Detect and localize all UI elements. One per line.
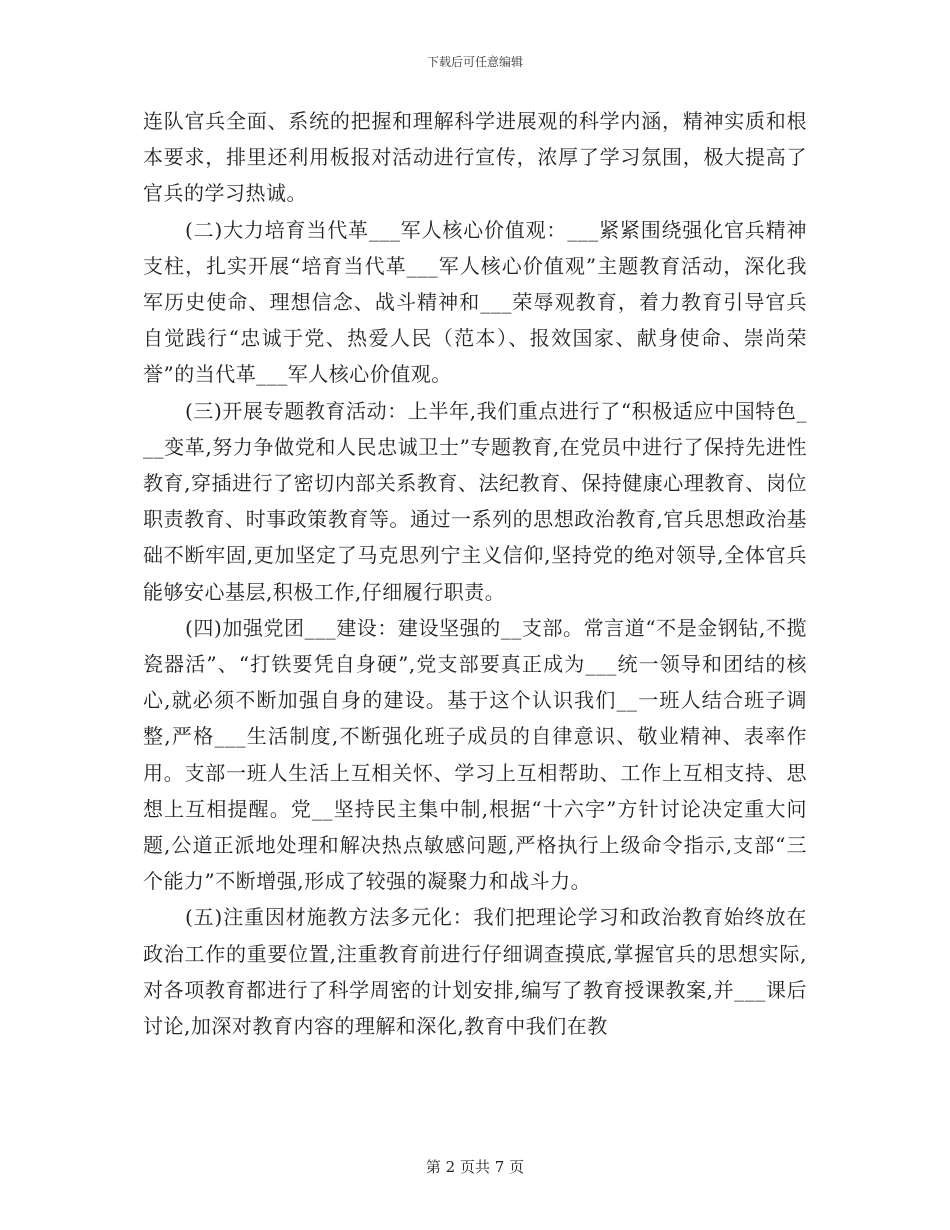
document-body <box>143 103 807 1044</box>
paragraph-section-5: (五)注重因材施教方法多元化：我们把理论学习和政治教育始终放在政治工作的重要位置,注重教育前进行仔细调查摸底,掌握官兵的思想实际,对各项教育都进行了科学周密的计划安排,编写了教育授课教案,并___课后讨论,加深对教育内容的理解和深化,教育中我们在教 <box>143 905 807 1039</box>
page-header <box>0 53 950 70</box>
paragraph-continuation: 连队官兵全面、系统的把握和理解科学进展观的科学内涵，精神实质和根本要求，排里还利用板报对活动进行宣传，浓厚了学习氛围，极大提高了官兵的学习热诚。 <box>143 109 807 206</box>
paragraph-section-2: (二)大力培育当代革___军人核心价值观：___紧紧围绕强化官兵精神支柱，扎实开展“培育当代革___军人核心价值观”主题教育活动，深化我军历史使命、理想信念、战斗精神和___荣辱观教育，着力教育引导官兵自觉践行“忠诚于党、热爱人民（范本）、报效国家、献身使命、崇尚荣誉”的当代革___军人核心价值观。 <box>143 217 807 387</box>
paragraph-section-3: (三)开展专题教育活动：上半年,我们重点进行了“积极适应中国特色___变革,努力争做党和人民忠诚卫士”专题教育,在党员中进行了保持先进性教育,穿插进行了密切内部关系教育、法纪教育、保持健康心理教育、岗位职责教育、时事政策教育等。通过一系列的思想政治教育,官兵思想政治基础不断牢固,更加坚定了马克思列宁主义信仰,坚持党的绝对领导,全体官兵能够安心基层,积极工作,仔细履行职责。 <box>143 398 807 604</box>
paragraph-section-4: (四)加强党团___建设：建设坚强的__支部。常言道“不是金钢钻,不揽瓷器活”、“打铁要凭自身硬”,党支部要真正成为___统一领导和团结的核心,就必须不断加强自身的建设。基于这个认识我们__一班人结合班子调整,严格___生活制度,不断强化班子成员的自律意识、敬业精神、表率作用。支部一班人生活上互相关怀、学习上互相帮助、工作上互相支持、思想上互相提醒。党__坚持民主集中制,根据“十六字”方针讨论决定重大问题,公道正派地处理和解决热点敏感问题,严格执行上级命令指示,支部“三个能力”不断增强,形成了较强的凝聚力和战斗力。 <box>143 615 807 894</box>
header-note: 下载后可任意编辑 <box>426 55 523 69</box>
page-number-label: 第 2 页共 7 页 <box>425 1158 525 1176</box>
page-footer <box>0 1156 950 1177</box>
